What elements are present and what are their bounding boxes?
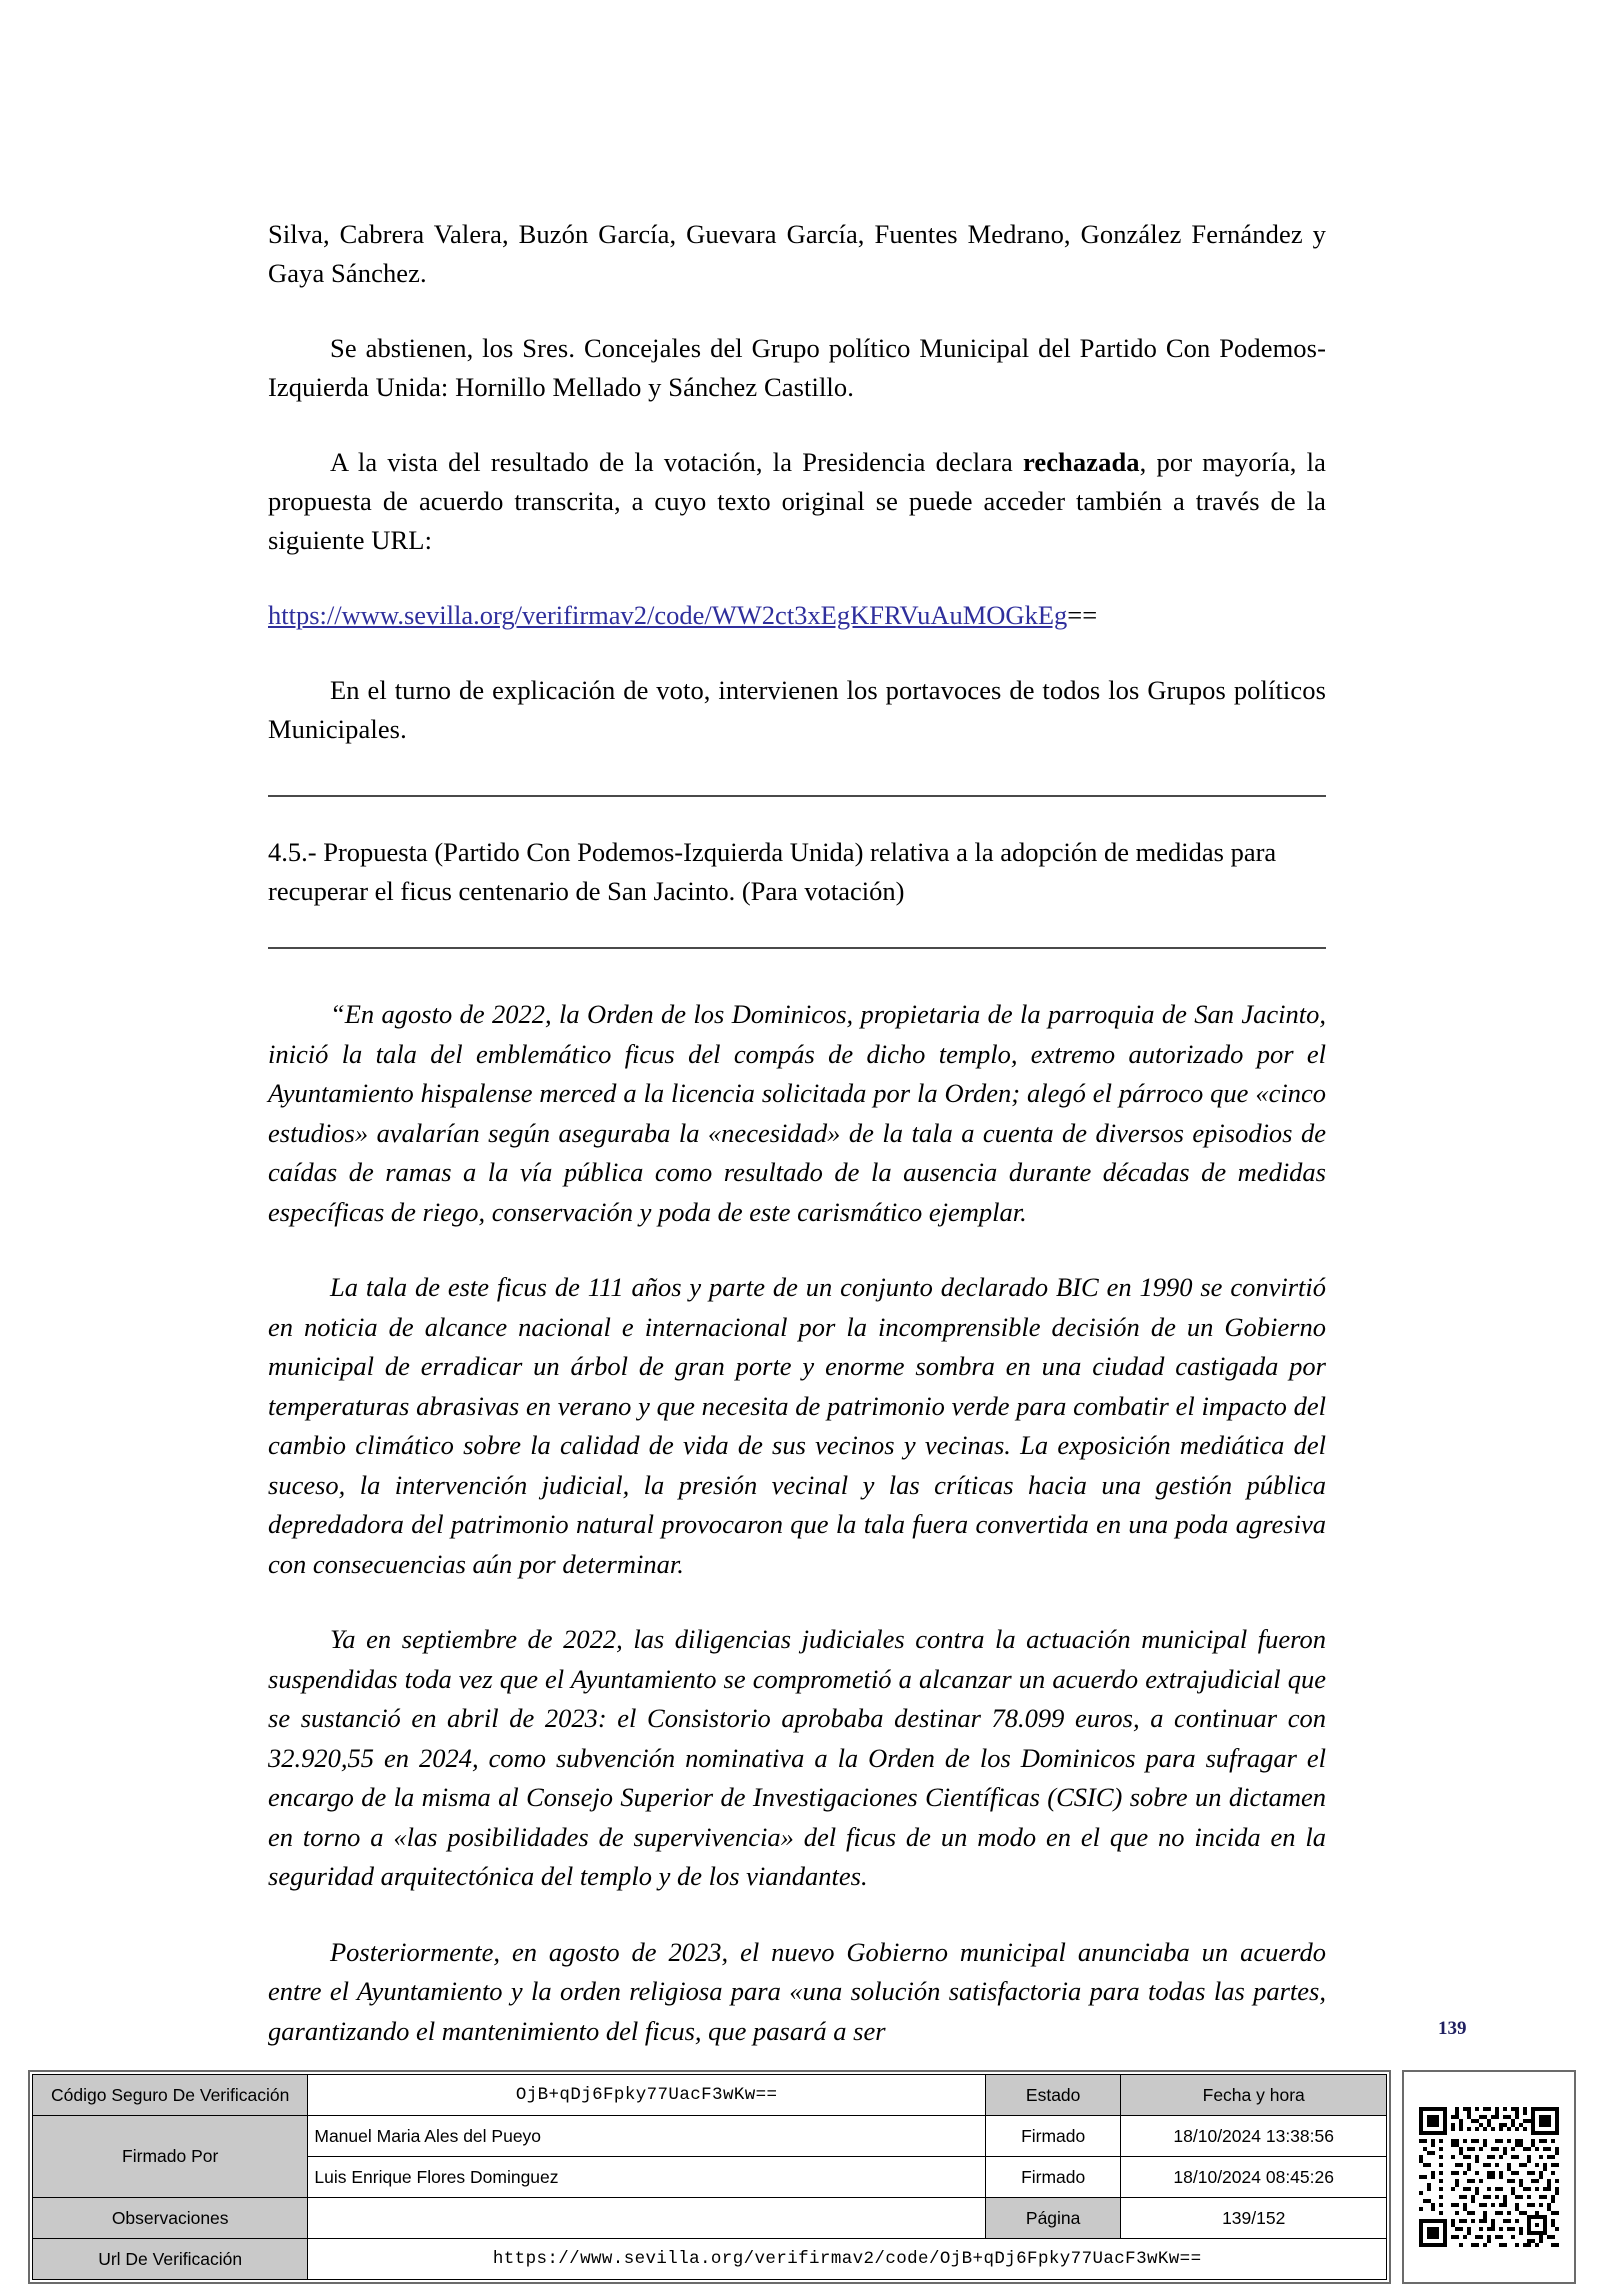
value-url-verificacion[interactable]: https://www.sevilla.org/verifirmav2/code/OjB+qDj6Fpky77UacF3wKw==	[308, 2239, 1387, 2280]
proposal-paragraph-4: Posteriormente, en agosto de 2023, el nuevo Gobierno municipal anunciaba un acuerdo entre el Ayuntamiento y la orden religiosa para «una solución satisfactoria para todas las partes, garantizando el mantenimiento del ficus, que pasará a ser	[268, 1936, 1326, 2046]
agenda-item-heading: 4.5.- Propuesta (Partido Con Podemos-Izquierda Unida) relativa a la adopción de medidas para recuperar el ficus centenario de San Jacinto. (Para votación)	[268, 837, 1277, 906]
verification-url-suffix: ==	[1067, 600, 1098, 630]
spacer	[268, 949, 1326, 995]
spacer	[268, 293, 1326, 329]
page-number-marker: 139	[1438, 2018, 1467, 2039]
spacer	[268, 797, 1326, 833]
proposal-paragraph-2: La tala de este ficus de 111 años y parte de un conjunto declarado BIC en 1990 se convirtió en noticia de alcance nacional e internacional por la incomprensible decisión de un Gobierno municipal de erradicar un árbol de gran porte y enorme sombra en una ciudad castigada por temperaturas abrasivas en verano y que necesita de patrimonio verde para combatir el impacto del cambio climático sobre la calidad de vida de sus vecinos y vecinas. La exposición mediática del suceso, la intervención judicial, la presión vecinal y las críticas hacia una gestión pública depredadora del patrimonio natural provocaron que la tala fuera convertida en una poda agresiva con consecuencias aún por determinar.	[268, 1272, 1326, 1579]
paragraph-attendees: Silva, Cabrera Valera, Buzón García, Guevara García, Fuentes Medrano, González Fernández y Gaya Sánchez.	[268, 219, 1326, 288]
value-datetime-2: 18/10/2024 08:45:26	[1121, 2157, 1387, 2198]
result-text-after: , por mayoría, la propuesta de acuerdo transcrita, a cuyo texto original se puede acceder también a través de la siguiente URL:	[268, 447, 1326, 555]
spacer	[268, 1897, 1326, 1933]
spacer	[268, 911, 1326, 947]
verification-footer	[28, 2070, 1576, 2284]
spacer	[268, 560, 1326, 596]
paragraph-verification-url	[268, 596, 1326, 635]
value-datetime-1: 18/10/2024 13:38:56	[1121, 2116, 1387, 2157]
label-csv: Código Seguro De Verificación	[33, 2075, 308, 2116]
qr-code-container	[1402, 2070, 1576, 2284]
paragraph-result	[268, 443, 1326, 560]
table-row-signer-1	[33, 2116, 1387, 2157]
result-status-word: rechazada	[1022, 447, 1140, 477]
table-row-csv	[33, 2075, 1387, 2116]
signature-table-container	[28, 2070, 1391, 2284]
document-body	[268, 215, 1326, 2051]
spacer	[268, 1232, 1326, 1268]
value-observations	[308, 2198, 986, 2239]
value-signer-2: Luis Enrique Flores Dominguez	[308, 2157, 986, 2198]
header-pagina: Página	[985, 2198, 1121, 2239]
value-status-1: Firmado	[985, 2116, 1121, 2157]
value-signer-1: Manuel Maria Ales del Pueyo	[308, 2116, 986, 2157]
proposal-paragraph-1: “En agosto de 2022, la Orden de los Dominicos, propietaria de la parroquia de San Jacinto, inició la tala del emblemático ficus del compás de dicho templo, extremo autorizado por el Ayuntamiento hispalense merced a la licencia solicitada por la Orden; alegó el párroco que «cinco estudios» avalarían según aseguraba la «necesidad» de la tala a cuenta de diversos episodios de caídas de ramas a la vía pública como resultado de la ausencia durante décadas de medidas específicas de riego, conservación y poda de este carismático ejemplar.	[268, 999, 1326, 1227]
spacer	[268, 1584, 1326, 1620]
label-observaciones: Observaciones	[33, 2198, 308, 2239]
verification-url-link[interactable]: https://www.sevilla.org/verifirmav2/code/WW2ct3xEgKFRVuAuMOGkEg	[268, 600, 1068, 630]
proposal-paragraph-3: Ya en septiembre de 2022, las diligencias judiciales contra la actuación municipal fueron suspendidas toda vez que el Ayuntamiento se comprometió a alcanzar un acuerdo extrajudicial que se sustanció en abril de 2023: el Consistorio aprobaba destinar 78.099 euros, a continuar con 32.920,55 en 2024, como subvención nominativa a la Orden de los Dominicos para sufragar el encargo de la misma al Consejo Superior de Investigaciones Científicas (CSIC) sobre un dictamen en torno a «las posibilidades de supervivencia» del ficus de un modo en el que no incida en la seguridad arquitectónica del templo y de los viandantes.	[268, 1624, 1326, 1891]
qr-code-icon	[1415, 2103, 1563, 2251]
spacer	[268, 749, 1326, 795]
label-url-verificacion: Url De Verificación	[33, 2239, 308, 2280]
header-estado: Estado	[985, 2075, 1121, 2116]
table-row-observations	[33, 2198, 1387, 2239]
paragraph-vote-explanation: En el turno de explicación de voto, intervienen los portavoces de todos los Grupos políticos Municipales.	[268, 675, 1326, 744]
result-text-before: A la vista del resultado de la votación, la Presidencia declara	[330, 447, 1023, 477]
value-csv-code: OjB+qDj6Fpky77UacF3wKw==	[308, 2075, 986, 2116]
signature-table	[32, 2074, 1387, 2280]
value-page: 139/152	[1121, 2198, 1387, 2239]
header-fecha-hora: Fecha y hora	[1121, 2075, 1387, 2116]
spacer	[268, 635, 1326, 671]
spacer	[268, 407, 1326, 443]
table-row-verification-url	[33, 2239, 1387, 2280]
value-status-2: Firmado	[985, 2157, 1121, 2198]
paragraph-abstentions: Se abstienen, los Sres. Concejales del Grupo político Municipal del Partido Con Podemos-Izquierda Unida: Hornillo Mellado y Sánchez Castillo.	[268, 333, 1326, 402]
label-firmado-por: Firmado Por	[33, 2116, 308, 2198]
